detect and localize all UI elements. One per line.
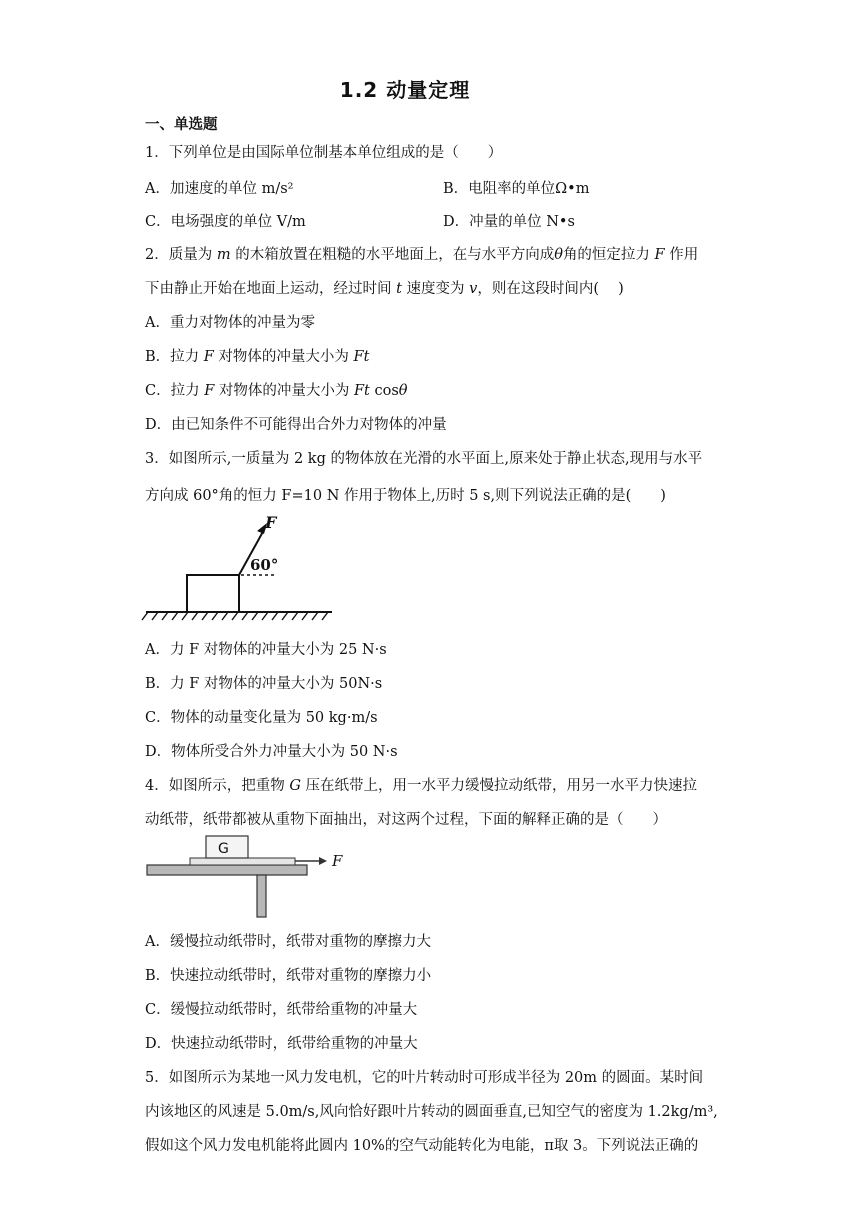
q1-option-c: C．电场强度的单位 V/m	[145, 214, 306, 230]
q4-figure	[145, 834, 355, 920]
q4-option-b: B．快速拉动纸带时，纸带对重物的摩擦力小	[145, 968, 432, 984]
q2-option-b: B．拉力 F 对物体的冲量大小为 Ft	[145, 349, 370, 365]
q3-stem-line2: 方向成 60°角的恒力 F=10 N 作用于物体上,历时 5 s,则下列说法正确的是( )	[145, 488, 666, 504]
q3-option-a: A．力 F 对物体的冲量大小为 25 N·s	[145, 642, 387, 658]
q3-figure	[140, 512, 340, 622]
paper-strip	[190, 858, 295, 865]
weight-label: G	[218, 841, 229, 857]
q2-option-a: A．重力对物体的冲量为零	[145, 315, 315, 331]
q2-option-d: D．由已知条件不可能得出合外力对物体的冲量	[145, 417, 447, 433]
pull-label: F	[332, 852, 343, 870]
block	[187, 575, 239, 612]
q5-stem-line1: 5．如图所示为某地一风力发电机，它的叶片转动时可形成半径为 20m 的圆面。某时间	[145, 1070, 704, 1086]
q1-stem: 1．下列单位是由国际单位制基本单位组成的是（ ）	[145, 145, 503, 161]
q4-option-d: D．快速拉动纸带时，纸带给重物的冲量大	[145, 1036, 418, 1052]
q1-option-a: A．加速度的单位 m/s²	[145, 181, 294, 197]
q4-option-a: A．缓慢拉动纸带时，纸带对重物的摩擦力大	[145, 934, 431, 950]
q3-option-d: D．物体所受合外力冲量大小为 50 N·s	[145, 744, 398, 760]
table-leg	[257, 875, 266, 917]
q1-option-d: D．冲量的单位 N•s	[443, 214, 575, 230]
q5-stem-line2: 内该地区的风速是 5.0m/s,风向恰好跟叶片转动的圆面垂直,已知空气的密度为 1.2kg/m³,	[145, 1104, 718, 1120]
q4-option-c: C．缓慢拉动纸带时，纸带给重物的冲量大	[145, 1002, 418, 1018]
q3-stem-line1: 3．如图所示,一质量为 2 kg 的物体放在光滑的水平面上,原来处于静止状态,现用与水平	[145, 451, 703, 467]
q5-stem-line3: 假如这个风力发电机能将此圆内 10%的空气动能转化为电能，π取 3。下列说法正确的	[145, 1138, 699, 1154]
q2-stem-line1: 2．质量为 m 的木箱放置在粗糙的水平地面上，在与水平方向成θ角的恒定拉力 F 作用	[145, 247, 699, 263]
page-title: 1.2 动量定理	[339, 78, 471, 102]
angle-label: 60°	[250, 556, 279, 574]
q1-option-b: B．电阻率的单位Ω•m	[443, 181, 590, 197]
q3-option-c: C．物体的动量变化量为 50 kg·m/s	[145, 710, 378, 726]
q2-option-c: C．拉力 F 对物体的冲量大小为 Ft cosθ	[145, 383, 408, 399]
q4-stem-line2: 动纸带，纸带都被从重物下面抽出，对这两个过程，下面的解释正确的是（ ）	[145, 812, 667, 828]
q3-option-b: B．力 F 对物体的冲量大小为 50N·s	[145, 676, 383, 692]
section-heading: 一、单选题	[145, 117, 218, 133]
q2-stem-line2: 下由静止开始在地面上运动，经过时间 t 速度变为 v，则在这段时间内( )	[145, 281, 624, 297]
q4-stem-line1: 4．如图所示，把重物 G 压在纸带上，用一水平力缓慢拉动纸带，用另一水平力快速拉	[145, 778, 698, 794]
table-top	[147, 865, 307, 875]
force-label: F	[265, 513, 277, 532]
